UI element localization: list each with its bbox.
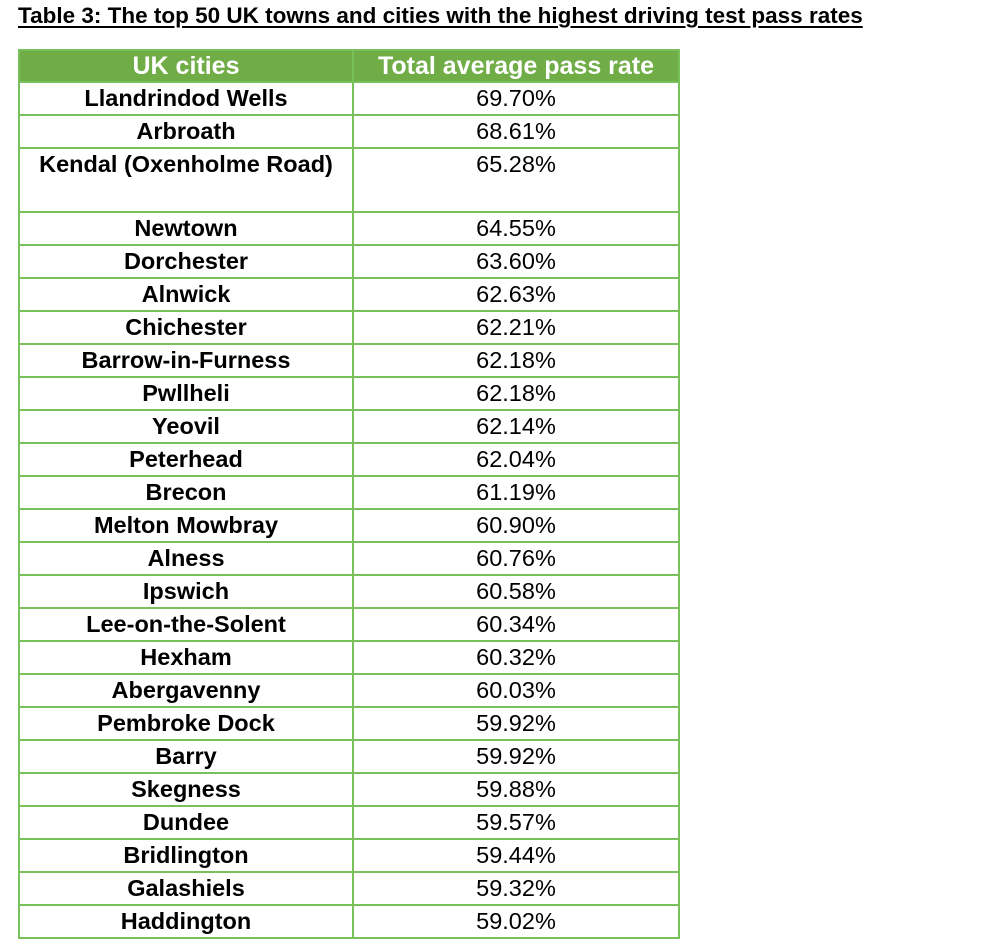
table-row — [19, 707, 679, 740]
table-row — [19, 509, 679, 542]
city-cell: Alness — [19, 542, 353, 575]
table-row — [19, 542, 679, 575]
city-cell: Lee-on-the-Solent — [19, 608, 353, 641]
city-cell: Galashiels — [19, 872, 353, 905]
city-cell: Arbroath — [19, 115, 353, 148]
pass-rate-cell: 59.44% — [353, 839, 679, 872]
pass-rate-cell: 60.32% — [353, 641, 679, 674]
table-row — [19, 245, 679, 278]
table-header-row — [19, 50, 679, 82]
city-cell: Llandrindod Wells — [19, 82, 353, 115]
table-row — [19, 674, 679, 707]
table-row — [19, 773, 679, 806]
table-row — [19, 608, 679, 641]
pass-rate-cell: 62.14% — [353, 410, 679, 443]
city-cell: Alnwick — [19, 278, 353, 311]
table-row — [19, 740, 679, 773]
city-cell: Pwllheli — [19, 377, 353, 410]
table-row — [19, 905, 679, 938]
pass-rate-cell: 61.19% — [353, 476, 679, 509]
pass-rate-cell: 59.32% — [353, 872, 679, 905]
table-row — [19, 575, 679, 608]
pass-rate-cell: 62.04% — [353, 443, 679, 476]
header-total-average-pass-rate: Total average pass rate — [353, 50, 679, 82]
pass-rate-cell: 62.18% — [353, 377, 679, 410]
city-cell: Dundee — [19, 806, 353, 839]
table-row — [19, 344, 679, 377]
city-cell: Hexham — [19, 641, 353, 674]
table-row — [19, 839, 679, 872]
table-row — [19, 148, 679, 212]
header-uk-cities: UK cities — [19, 50, 353, 82]
pass-rate-cell: 62.21% — [353, 311, 679, 344]
city-cell: Bridlington — [19, 839, 353, 872]
pass-rate-cell: 59.57% — [353, 806, 679, 839]
table-row — [19, 806, 679, 839]
pass-rate-cell: 59.92% — [353, 740, 679, 773]
pass-rate-cell: 60.03% — [353, 674, 679, 707]
city-cell: Melton Mowbray — [19, 509, 353, 542]
table-row — [19, 641, 679, 674]
pass-rate-cell: 59.02% — [353, 905, 679, 938]
city-cell: Abergavenny — [19, 674, 353, 707]
table-title: Table 3: The top 50 UK towns and cities with the highest driving test pass rates — [18, 3, 863, 28]
city-cell: Skegness — [19, 773, 353, 806]
table-row — [19, 82, 679, 115]
pass-rate-cell: 69.70% — [353, 82, 679, 115]
table-row — [19, 115, 679, 148]
pass-rate-cell: 65.28% — [353, 148, 679, 212]
table-row — [19, 476, 679, 509]
pass-rate-cell: 59.92% — [353, 707, 679, 740]
city-cell: Ipswich — [19, 575, 353, 608]
table-row — [19, 278, 679, 311]
pass-rate-cell: 59.88% — [353, 773, 679, 806]
city-cell: Brecon — [19, 476, 353, 509]
city-cell: Kendal (Oxenholme Road) — [19, 148, 353, 212]
pass-rate-cell: 68.61% — [353, 115, 679, 148]
table-body — [19, 82, 679, 938]
pass-rate-cell: 62.18% — [353, 344, 679, 377]
pass-rate-cell: 63.60% — [353, 245, 679, 278]
pass-rate-cell: 64.55% — [353, 212, 679, 245]
pass-rate-cell: 60.90% — [353, 509, 679, 542]
pass-rate-cell: 60.58% — [353, 575, 679, 608]
pass-rate-cell: 60.34% — [353, 608, 679, 641]
table-row — [19, 872, 679, 905]
city-cell: Yeovil — [19, 410, 353, 443]
city-cell: Barry — [19, 740, 353, 773]
pass-rate-cell: 60.76% — [353, 542, 679, 575]
city-cell: Dorchester — [19, 245, 353, 278]
city-cell: Newtown — [19, 212, 353, 245]
pass-rate-cell: 62.63% — [353, 278, 679, 311]
table-row — [19, 410, 679, 443]
table-row — [19, 212, 679, 245]
city-cell: Pembroke Dock — [19, 707, 353, 740]
table-row — [19, 311, 679, 344]
table-row — [19, 377, 679, 410]
city-cell: Peterhead — [19, 443, 353, 476]
pass-rates-table — [18, 49, 680, 939]
table-row — [19, 443, 679, 476]
city-cell: Barrow-in-Furness — [19, 344, 353, 377]
city-cell: Haddington — [19, 905, 353, 938]
city-cell: Chichester — [19, 311, 353, 344]
